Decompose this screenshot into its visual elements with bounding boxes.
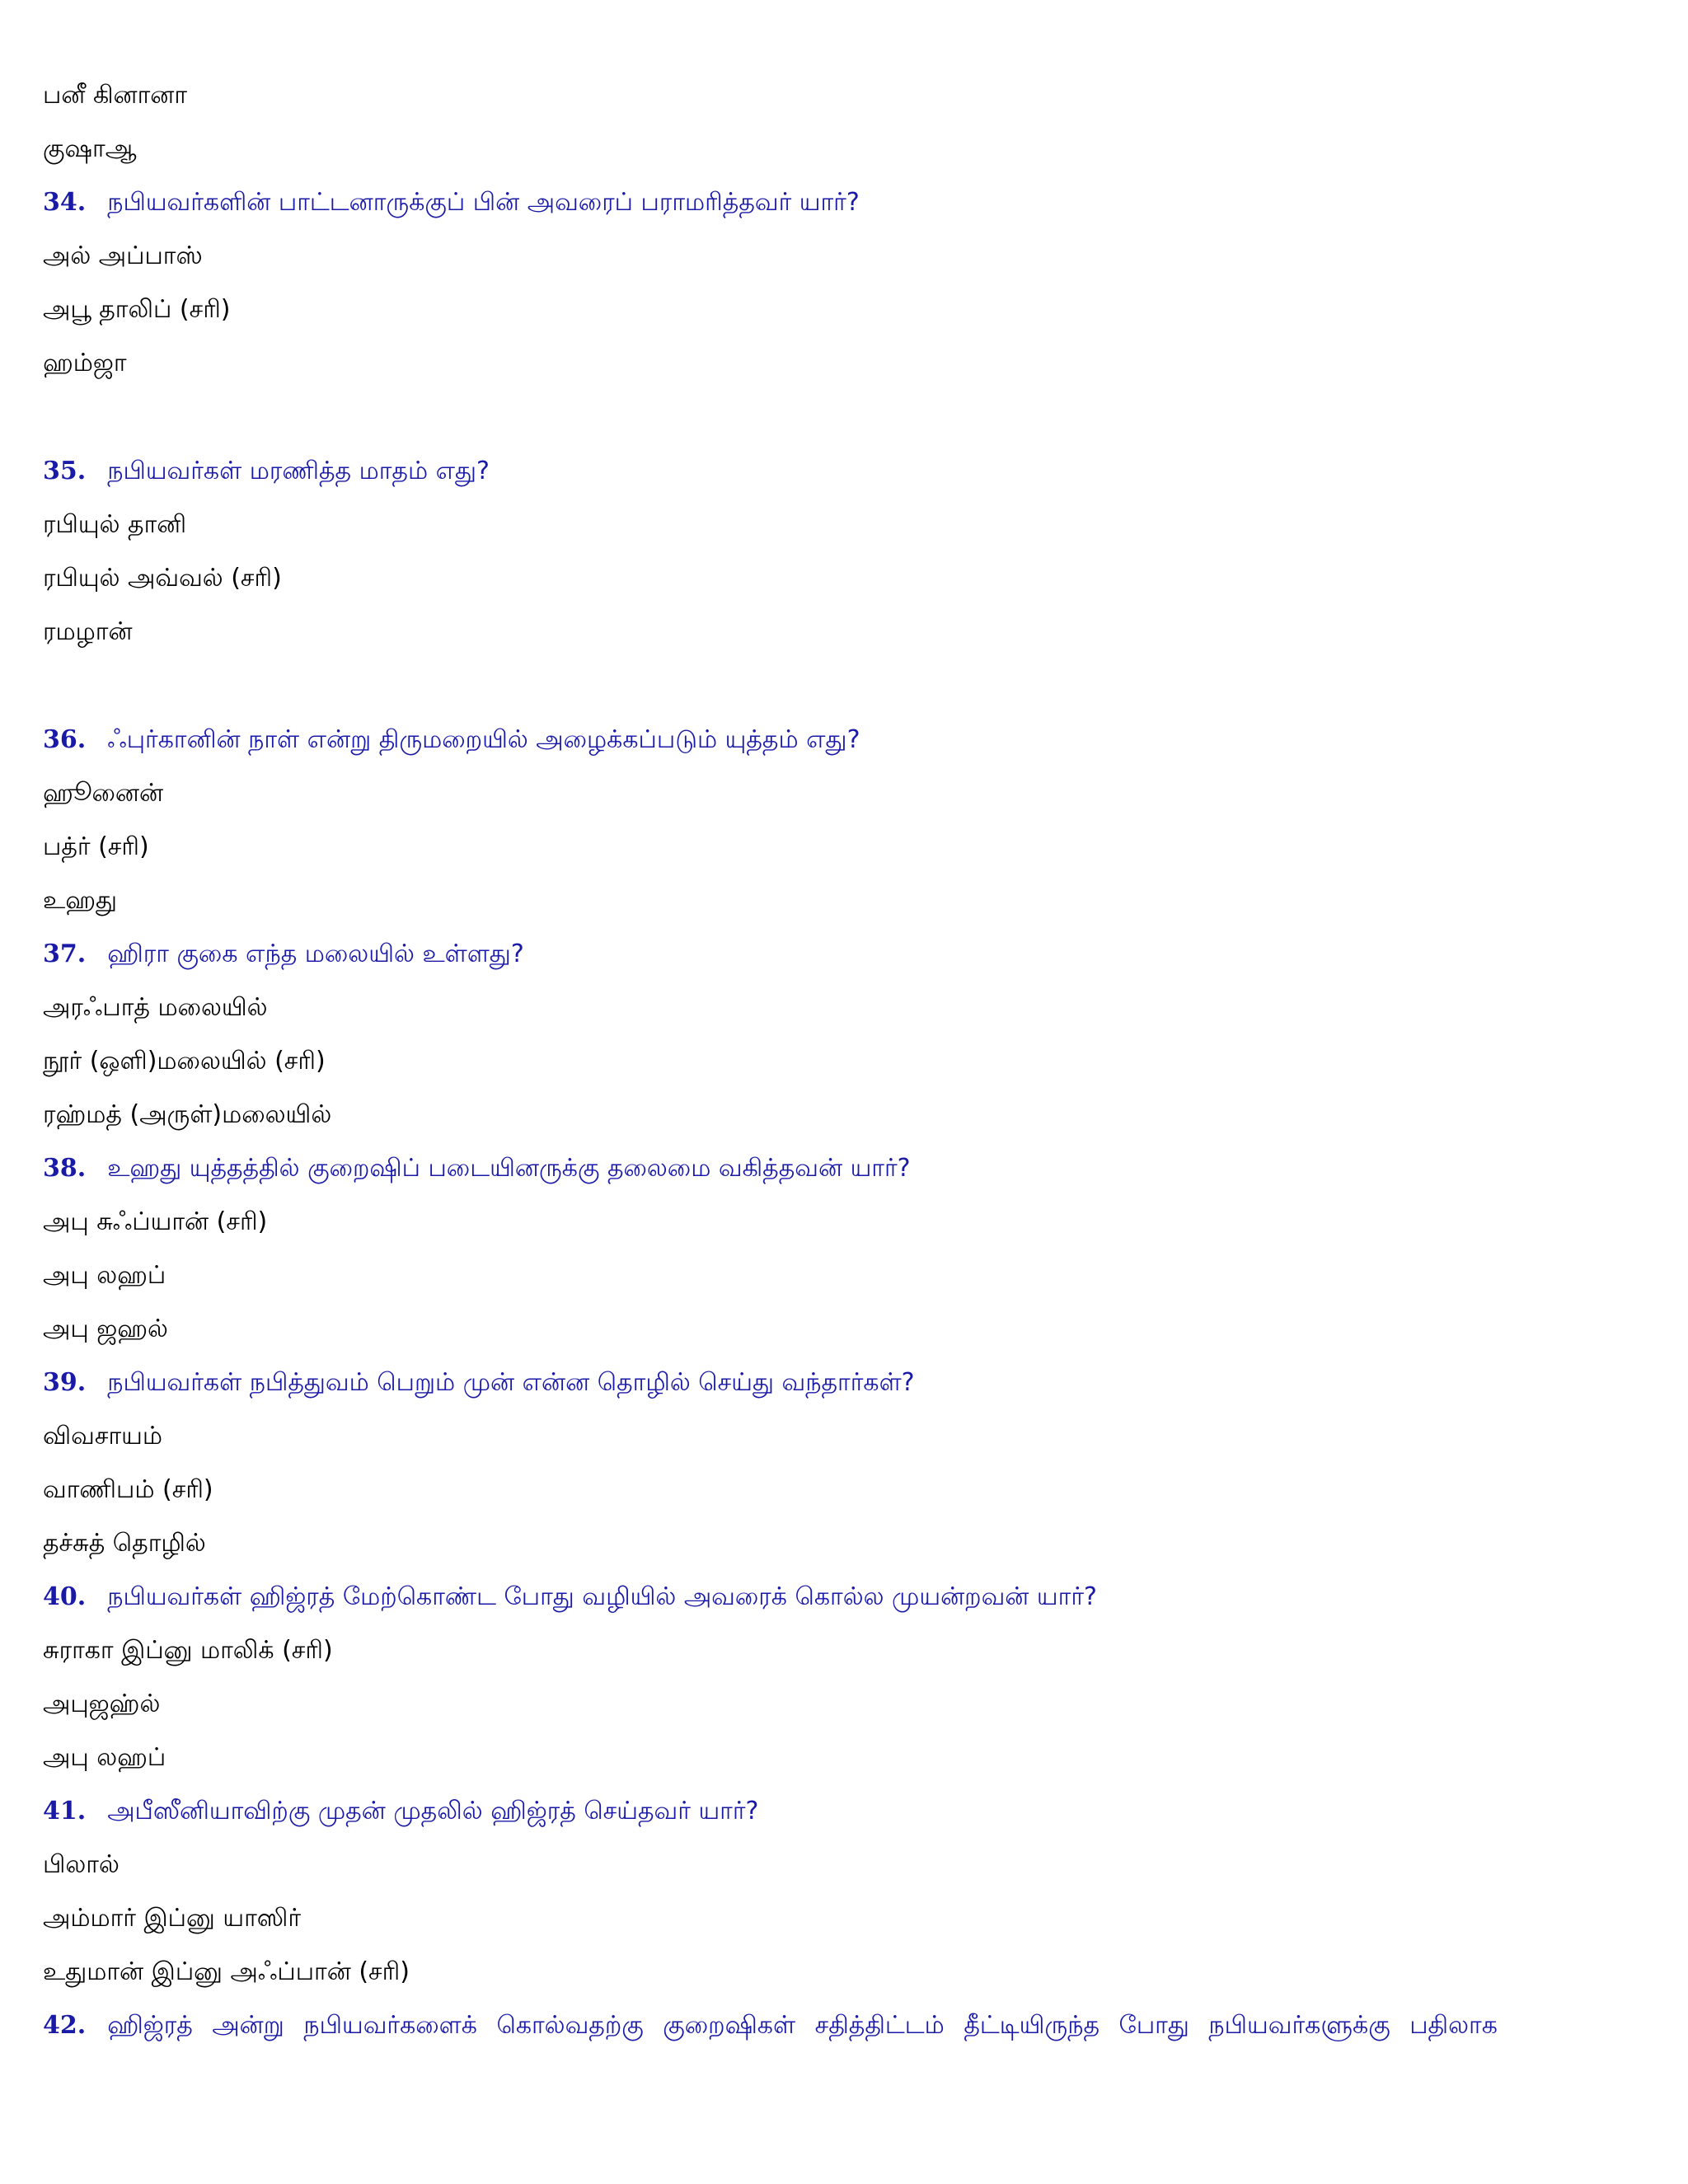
option-text: அல் அப்பாஸ் [43,241,203,270]
option-text: பனீ கினானா [43,81,188,110]
question-number: 36. [43,725,87,754]
option-text: ஹம்ஜா [43,349,127,377]
question-text: நபியவர்கள் மரணித்த மாதம் எது? [107,457,490,485]
option-text: அபு சுஃப்யான் (சரி) [43,1207,268,1236]
question-number: 40. [43,1582,87,1611]
question-35 [43,455,490,488]
question-text: நபியவர்கள் ஹிஜ்ரத் மேற்கொண்ட போது வழியில் அவரைக் கொல்ல முயன்றவன் யார்? [107,1582,1097,1611]
option-text: பத்ர் (சரி) [43,832,149,861]
option-text: பிலால் [43,1850,120,1879]
question-36 [43,724,860,757]
question-38 [43,1152,911,1185]
option-text: ஹூனைன் [43,779,164,808]
option-text: விவசாயம் [43,1422,162,1451]
question-42 [43,2009,1643,2042]
question-text: நபியவர்கள் நபித்துவம் பெறும் முன் என்ன தொழில் செய்து வந்தார்கள்? [107,1368,915,1397]
question-text: உஹது யுத்தத்தில் குறைஷிப் படையினருக்கு தலைமை வகித்தவன் யார்? [107,1154,911,1183]
option-text: அம்மார் இப்னு யாஸிர் [43,1904,302,1933]
question-number: 37. [43,940,87,968]
option-text: ரமழான் [43,617,133,646]
question-number: 42. [43,2011,87,2040]
question-number: 38. [43,1154,87,1183]
question-39 [43,1366,915,1399]
question-text: அபீஸீனியாவிற்கு முதன் முதலில் ஹிஜ்ரத் செய்தவர் யார்? [107,1797,759,1825]
question-number: 34. [43,188,87,217]
option-text: குஷாஆ [43,134,137,163]
option-text: நூர் (ஒளி)மலையில் (சரி) [43,1047,326,1076]
question-text: ஃபுர்கானின் நாள் என்று திருமறையில் அழைக்கப்படும் யுத்தம் எது? [107,725,860,754]
option-text: உஹது [43,886,117,915]
question-number: 35. [43,457,87,485]
option-text: ரபியுல் அவ்வல் (சரி) [43,564,282,593]
option-text: அபூ தாலிப் (சரி) [43,295,231,324]
option-text: வாணிபம் (சரி) [43,1475,213,1504]
question-41 [43,1795,758,1828]
option-text: அபு ஜஹல் [43,1315,168,1343]
question-34 [43,186,860,219]
question-40 [43,1581,1097,1614]
question-text: ஹிரா குகை எந்த மலையில் உள்ளது? [107,940,524,968]
option-text: ரஹ்மத் (அருள்)மலையில் [43,1100,332,1129]
option-text: அபு லஹப் [43,1743,166,1772]
option-text: உதுமான் இப்னு அஃப்பான் (சரி) [43,1957,410,1986]
question-text: ஹிஜ்ரத் அன்று நபியவர்களைக் கொல்வதற்கு குறைஷிகள் சதித்திட்டம் தீட்டியிருந்த போது நபியவர்களுக்கு பதிலாக [107,2011,1498,2040]
option-text: அபுஜஹ்ல் [43,1690,161,1718]
question-number: 41. [43,1797,87,1825]
option-text: அரஃபாத் மலையில் [43,993,268,1022]
question-37 [43,938,524,971]
option-text: தச்சுத் தொழில் [43,1529,206,1558]
option-text: சுராகா இப்னு மாலிக் (சரி) [43,1636,333,1665]
option-text: அபு லஹப் [43,1261,166,1290]
question-text: நபியவர்களின் பாட்டனாருக்குப் பின் அவரைப் பராமரித்தவர் யார்? [107,188,860,217]
option-text: ரபியுல் தானி [43,510,187,539]
question-number: 39. [43,1368,87,1397]
